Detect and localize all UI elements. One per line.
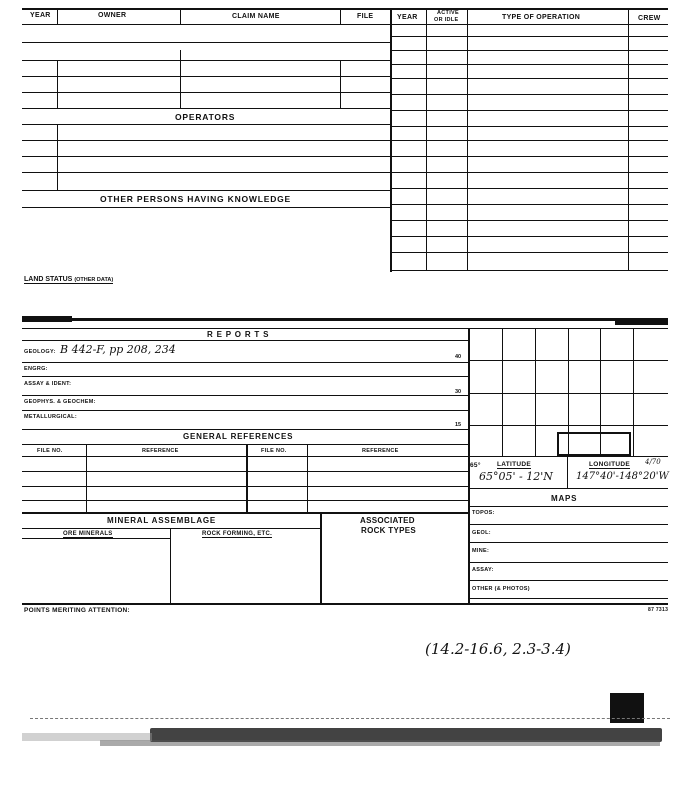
section-divider-band [22, 318, 668, 321]
mineral-assemblage-title: MINERAL ASSEMBLAGE [107, 516, 217, 525]
maps-other: OTHER (& PHOTOS) [472, 586, 530, 592]
longitude-note: 4/70 [645, 458, 661, 466]
header-year: YEAR [30, 12, 51, 19]
header-crew: CREW [638, 15, 661, 22]
other-persons-title: OTHER PERSONS HAVING KNOWLEDGE [100, 194, 292, 204]
general-references-title: GENERAL REFERENCES [183, 432, 294, 441]
rock-forming-header: ROCK FORMING, ETC. [202, 531, 273, 537]
header-claim-name: CLAIM NAME [232, 13, 280, 20]
report-geology-label: GEOLOGY: [24, 349, 56, 355]
form-code: 87 7313 [648, 607, 669, 613]
header-active: ACTIVE [437, 10, 459, 16]
associated-header-2: ROCK TYPES [361, 526, 417, 535]
maps-geol: GEOL: [472, 530, 491, 536]
points-meriting-attention: POINTS MERITING ATTENTION: [24, 607, 131, 614]
maps-topos: TOPOS: [472, 510, 495, 516]
report-assay-num: 30 [455, 389, 462, 395]
ref-header-reference-2: REFERENCE [362, 448, 399, 454]
maps-mine: MINE: [472, 548, 490, 554]
ref-header-reference-1: REFERENCE [142, 448, 179, 454]
maps-assay: ASSAY: [472, 567, 494, 573]
report-engrg-label: ENGRG: [24, 366, 48, 372]
header-file: FILE [357, 13, 374, 20]
ref-header-file-no-1: FILE NO. [37, 448, 63, 454]
header-type-of-operation: TYPE OF OPERATION [502, 14, 581, 21]
reports-title: R E P O R T S [207, 330, 270, 339]
longitude-label: LONGITUDE [589, 461, 630, 468]
header-or-idle: OR IDLE [434, 17, 459, 23]
report-metallurgical-num: 15 [455, 422, 462, 428]
handwritten-coordinates-note: (14.2-16.6, 2.3-3.4) [425, 640, 571, 658]
report-assay-label: ASSAY & IDENT: [24, 381, 72, 387]
maps-title: MAPS [551, 494, 578, 503]
land-status-label [24, 276, 113, 284]
ref-header-file-no-2: FILE NO. [261, 448, 287, 454]
report-geology-value: B 442-F, pp 208, 234 [60, 343, 176, 356]
longitude-value: 147°40'-148°20'W [576, 471, 669, 482]
operators-title: OPERATORS [175, 112, 236, 122]
ore-minerals-header: ORE MINERALS [63, 531, 113, 537]
latitude-label: LATITUDE [497, 461, 532, 468]
report-geology-num: 40 [455, 354, 462, 360]
land-status-title: LAND STATUS [24, 276, 73, 283]
report-metallurgical-label: METALLURGICAL: [24, 414, 77, 420]
land-status-sub: (OTHER DATA) [74, 277, 114, 283]
lat-prefix: 65° [470, 462, 481, 469]
location-box [557, 432, 631, 456]
latitude-value: 65°05' - 12'N [479, 470, 553, 483]
report-geophys-label: GEOPHYS. & GEOCHEM: [24, 399, 96, 405]
header-year-2: YEAR [397, 14, 418, 21]
associated-header-1: ASSOCIATED [360, 516, 415, 525]
header-owner: OWNER [98, 12, 127, 19]
